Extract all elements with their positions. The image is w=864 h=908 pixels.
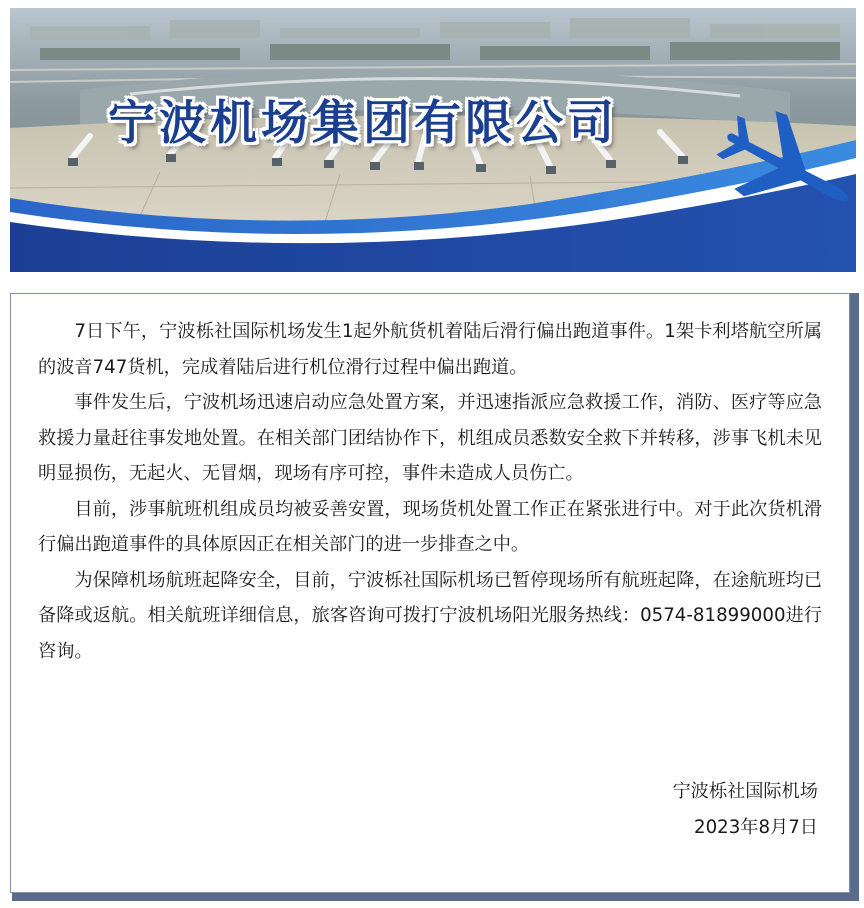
signature-date: 2023年8月7日 [694, 817, 818, 838]
notice-body [38, 314, 822, 669]
notice-paragraph: 为保障机场航班起降安全，目前，宁波栎社国际机场已暂停现场所有航班起降，在途航班均已备降或返航。相关航班详细信息，旅客咨询可拨打宁波机场阳光服务热线：0574-81899000进行咨询。 [38, 569, 822, 662]
notice-paragraph: 目前，涉事航班机组成员均被妥善安置，现场货机处置工作正在紧张进行中。对于此次货机滑行偏出跑道事件的具体原因正在相关部门的进一步排查之中。 [38, 498, 822, 555]
signature-organization: 宁波栎社国际机场 [672, 781, 818, 802]
notice-paragraph: 7日下午，宁波栎社国际机场发生1起外航货机着陆后滑行偏出跑道事件。1架卡利塔航空所属的波音747货机，完成着陆后进行机位滑行过程中偏出跑道。 [38, 321, 822, 378]
notice-paragraph: 事件发生后，宁波机场迅速启动应急处置方案，并迅速指派应急救援工作，消防、医疗等应急救援力量赶往事发地处置。在相关部门团结协作下，机组成员悉数安全救下并转移，涉事飞机未见明显损伤，无起火、无冒烟，现场有序可控，事件未造成人员伤亡。 [38, 392, 822, 484]
header-banner [10, 8, 856, 272]
notice-signature [672, 774, 818, 846]
company-title: 宁波机场集团有限公司 [108, 96, 618, 151]
